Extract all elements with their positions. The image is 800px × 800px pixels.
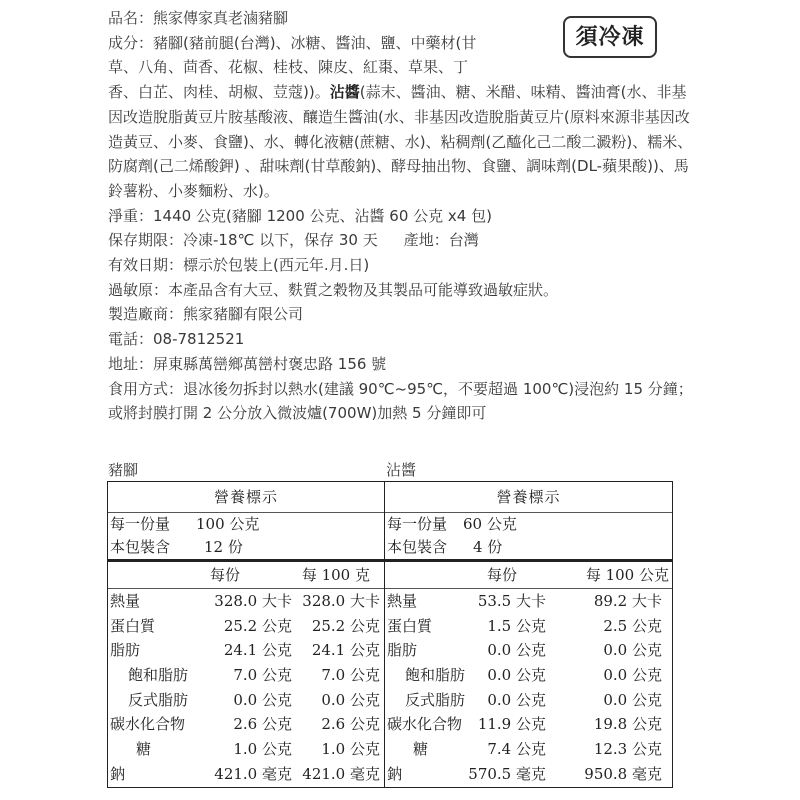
- nutrient-name: 碳水化合物: [110, 715, 186, 734]
- per-serving-value: 0.0 公克: [487, 641, 546, 660]
- per-100-value: 24.1 公克: [311, 641, 380, 660]
- per-serving-value: 24.1 公克: [223, 641, 292, 660]
- shelf-life: 保存期限：冷凍-18℃ 以下，保存 30 天: [108, 231, 378, 250]
- nutrition-row: [108, 712, 384, 737]
- nutrient-name: 蛋白質: [387, 616, 433, 635]
- expiry: 有效日期：標示於包裝上(西元年.月.日): [108, 256, 370, 275]
- nutrition-row: [108, 614, 384, 639]
- nutrient-name: 糖: [413, 740, 429, 759]
- pack-value: 12 份: [204, 538, 243, 556]
- per-serving-value: 328.0 大卡: [214, 592, 292, 610]
- manufacturer: 製造廠商：熊家豬腳有限公司: [108, 305, 304, 324]
- product-name: 品名：熊家傳家真老滷豬腳: [108, 9, 289, 27]
- serving-label: 每一份量: [110, 515, 171, 533]
- per-100-value: 421.0 毫克: [302, 764, 380, 783]
- per-serving-value: 11.9 公克: [477, 715, 546, 734]
- per-serving-value: 0.0 公克: [487, 690, 546, 709]
- nutrition-table-pork: [107, 481, 385, 788]
- nutrition-row: [108, 638, 384, 663]
- per-100-value: 0.0 公克: [603, 666, 662, 685]
- nutrient-name: 飽和脂肪: [128, 666, 189, 685]
- ingredients-continued: [108, 80, 694, 204]
- nutrient-name: 蛋白質: [110, 616, 156, 635]
- nutrition-row: [108, 737, 384, 762]
- per-100-value: 950.8 毫克: [584, 764, 662, 783]
- nutrient-name: 熱量: [387, 592, 418, 610]
- serving-value: 100 公克: [196, 515, 260, 533]
- nutrition-rows: [385, 589, 672, 787]
- table-label-sauce: 沾醬: [386, 461, 417, 479]
- address: 地址：屏東縣萬巒鄉萬巒村褒忠路 156 號: [108, 354, 387, 373]
- nutrition-row: [108, 762, 384, 787]
- nutrition-row: [108, 589, 384, 614]
- nutrient-name: 脂肪: [387, 641, 418, 660]
- nutrient-name: 碳水化合物: [387, 715, 463, 734]
- phone: 電話：08-7812521: [108, 330, 245, 349]
- nutrition-row: [385, 663, 672, 688]
- ingredients-cont-a: 香、白芷、肉桂、胡椒、荳蔻))。: [108, 83, 330, 102]
- per-serving-value: 1.0 公克: [233, 740, 292, 759]
- column-header: [385, 559, 672, 589]
- servings-per-pack-row: [385, 536, 672, 559]
- nutrition-row: [108, 688, 384, 713]
- per-serving-value: 1.5 公克: [487, 616, 546, 635]
- nutrient-name: 鈉: [110, 764, 126, 783]
- sauce-ingredients: (蒜末、醬油、糖、米醋、味精、醬油膏(水、非基因改造脫脂黃豆片胺基酸液、釀造生醬油(水、非基因改造脫脂黃豆片(原料來源非基因改造黃豆、小麥、食鹽)、水、轉化液糖(蔗糖、水)、粘稠劑(乙醯化己二酸二澱粉)、糯米、防腐劑(己二烯酸鉀) 、甜味劑(甘草酸鈉)、酵母抽出物、食鹽、調味劑(DL-蘋果酸))、馬鈴薯粉、小麥麵粉、水)。: [108, 83, 693, 200]
- per-serving-value: 7.0 公克: [233, 666, 292, 685]
- nutrition-row: [385, 762, 672, 787]
- servings-per-pack-row: [108, 536, 384, 559]
- serving-value: 60 公克: [463, 515, 517, 533]
- per-serving-value: 2.6 公克: [233, 715, 292, 734]
- per-serving-value: 0.0 公克: [233, 690, 292, 709]
- per-serving-value: 7.4 公克: [487, 740, 546, 759]
- nutrition-row: [385, 638, 672, 663]
- nutrition-table-sauce: [384, 481, 673, 788]
- per-100-value: 19.8 公克: [593, 715, 662, 734]
- col-per-100: 每 100 公克: [585, 566, 669, 584]
- usage: 食用方式：退冰後勿拆封以熱水(建議 90℃~95℃，不要超過 100℃)浸泡約 15 分鐘；或將封膜打開 2 公分放入微波爐(700W)加熱 5 分鐘即可: [108, 379, 693, 423]
- nutrient-name: 糖: [136, 740, 152, 759]
- col-per-100: 每 100 克: [301, 566, 370, 584]
- pack-value: 4 份: [473, 538, 503, 556]
- nutrition-row: [385, 614, 672, 639]
- per-100-value: 2.5 公克: [603, 616, 662, 635]
- nutrition-title: 營養標示: [108, 482, 384, 513]
- keep-frozen-stamp: 須冷凍: [563, 16, 657, 58]
- per-100-value: 1.0 公克: [321, 740, 380, 759]
- nutrition-row: [385, 737, 672, 762]
- per-serving-value: 0.0 公克: [487, 666, 546, 685]
- per-100-value: 0.0 公克: [603, 690, 662, 709]
- per-serving-value: 421.0 毫克: [214, 764, 292, 783]
- net-weight: 淨重：1440 公克(豬腳 1200 公克、沾醬 60 公克 x4 包): [108, 206, 492, 225]
- per-100-value: 328.0 大卡: [302, 592, 380, 610]
- nutrition-row: [385, 589, 672, 614]
- nutrient-name: 鈉: [387, 764, 403, 783]
- nutrition-row: [385, 712, 672, 737]
- per-100-value: 7.0 公克: [321, 666, 380, 685]
- pack-label: 本包裝含: [387, 538, 448, 556]
- serving-label: 每一份量: [387, 515, 448, 533]
- ingredients-line-2: 草、八角、茴香、花椒、桂枝、陳皮、紅棗、草果、丁: [108, 58, 469, 77]
- shelf-life-row: [108, 228, 694, 253]
- ingredients-line-1: 成分：豬腳(豬前腿(台灣)、冰糖、醬油、鹽、中藥材(甘: [108, 33, 477, 52]
- nutrient-name: 飽和脂肪: [405, 666, 466, 685]
- serving-size-row: [108, 513, 384, 536]
- allergen: 過敏原：本產品含有大豆、麩質之穀物及其製品可能導致過敏症狀。: [108, 280, 559, 299]
- per-100-value: 25.2 公克: [311, 616, 380, 635]
- per-100-value: 89.2 大卡: [593, 592, 662, 610]
- nutrition-row: [108, 663, 384, 688]
- nutrient-name: 反式脂肪: [405, 690, 466, 709]
- table-label-pork: 豬腳: [108, 461, 139, 479]
- origin: 產地：台灣: [403, 231, 479, 250]
- nutrient-name: 熱量: [110, 592, 141, 610]
- per-serving-value: 25.2 公克: [223, 616, 292, 635]
- col-per-serving: 每份: [487, 566, 518, 584]
- nutrient-name: 脂肪: [110, 641, 141, 660]
- product-info: [108, 6, 694, 426]
- per-100-value: 2.6 公克: [321, 715, 380, 734]
- sauce-heading: 沾醬: [329, 83, 360, 102]
- nutrition-title: 營養標示: [385, 482, 672, 513]
- per-100-value: 0.0 公克: [603, 641, 662, 660]
- serving-size-row: [385, 513, 672, 536]
- column-header: [108, 559, 384, 589]
- per-serving-value: 53.5 大卡: [477, 592, 546, 610]
- nutrient-name: 反式脂肪: [128, 690, 189, 709]
- nutrition-rows: [108, 589, 384, 787]
- per-serving-value: 570.5 毫克: [468, 764, 546, 783]
- per-100-value: 0.0 公克: [321, 690, 380, 709]
- col-per-serving: 每份: [210, 566, 241, 584]
- nutrition-row: [385, 688, 672, 713]
- per-100-value: 12.3 公克: [593, 740, 662, 759]
- pack-label: 本包裝含: [110, 538, 171, 556]
